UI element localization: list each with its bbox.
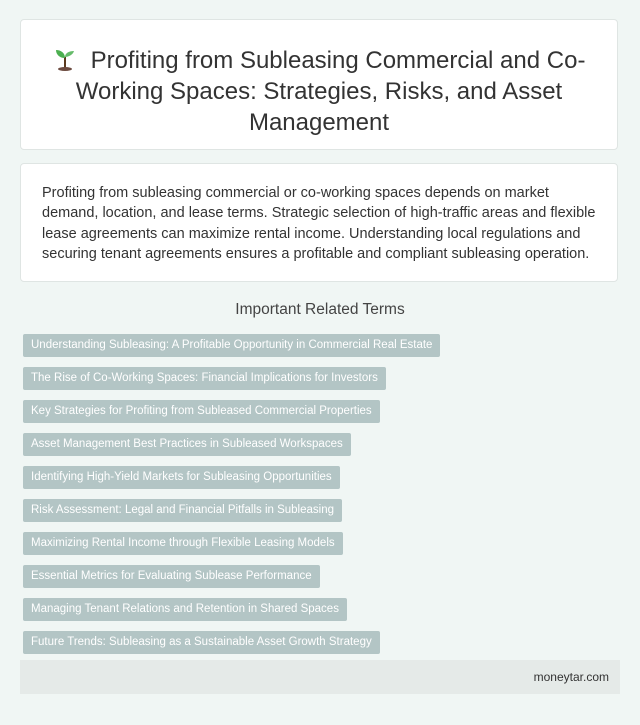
related-term-tag[interactable]: Managing Tenant Relations and Retention in Shared Spaces <box>23 598 347 621</box>
related-terms-heading: Important Related Terms <box>235 301 405 318</box>
summary-text: Profiting from subleasing commercial or co-working spaces depends on market demand, location, and lease terms. Strategic selection of high-traffic areas and flexible lease agreements can maximize rental income. Understanding local regulations and securing tenant agreements ensures a profitable and compliant subleasing operation. <box>42 185 596 262</box>
related-term-tag[interactable]: Key Strategies for Profiting from Subleased Commercial Properties <box>23 400 380 423</box>
related-term-tag[interactable]: Asset Management Best Practices in Subleased Workspaces <box>23 433 351 456</box>
related-term-tag[interactable]: Identifying High-Yield Markets for Subleasing Opportunities <box>23 466 340 489</box>
summary-card <box>20 163 618 282</box>
related-term-tag[interactable]: Understanding Subleasing: A Profitable Opportunity in Commercial Real Estate <box>23 334 440 357</box>
related-terms-list <box>23 334 623 664</box>
related-term-tag[interactable]: Future Trends: Subleasing as a Sustainable Asset Growth Strategy <box>23 631 380 654</box>
page-title: Profiting from Subleasing Commercial and Co-Working Spaces: Strategies, Risks, and Asset Management <box>75 47 586 136</box>
footer-site-link[interactable]: moneytar.com <box>533 670 609 684</box>
related-term-tag[interactable]: Maximizing Rental Income through Flexible Leasing Models <box>23 532 343 555</box>
related-term-tag[interactable]: Risk Assessment: Legal and Financial Pitfalls in Subleasing <box>23 499 342 522</box>
related-term-tag[interactable]: The Rise of Co-Working Spaces: Financial Implications for Investors <box>23 367 386 390</box>
related-term-tag[interactable]: Essential Metrics for Evaluating Sublease Performance <box>23 565 320 588</box>
footer <box>20 660 620 694</box>
page-title-row <box>21 45 617 138</box>
title-card <box>20 19 618 150</box>
sprout-icon <box>53 47 77 71</box>
